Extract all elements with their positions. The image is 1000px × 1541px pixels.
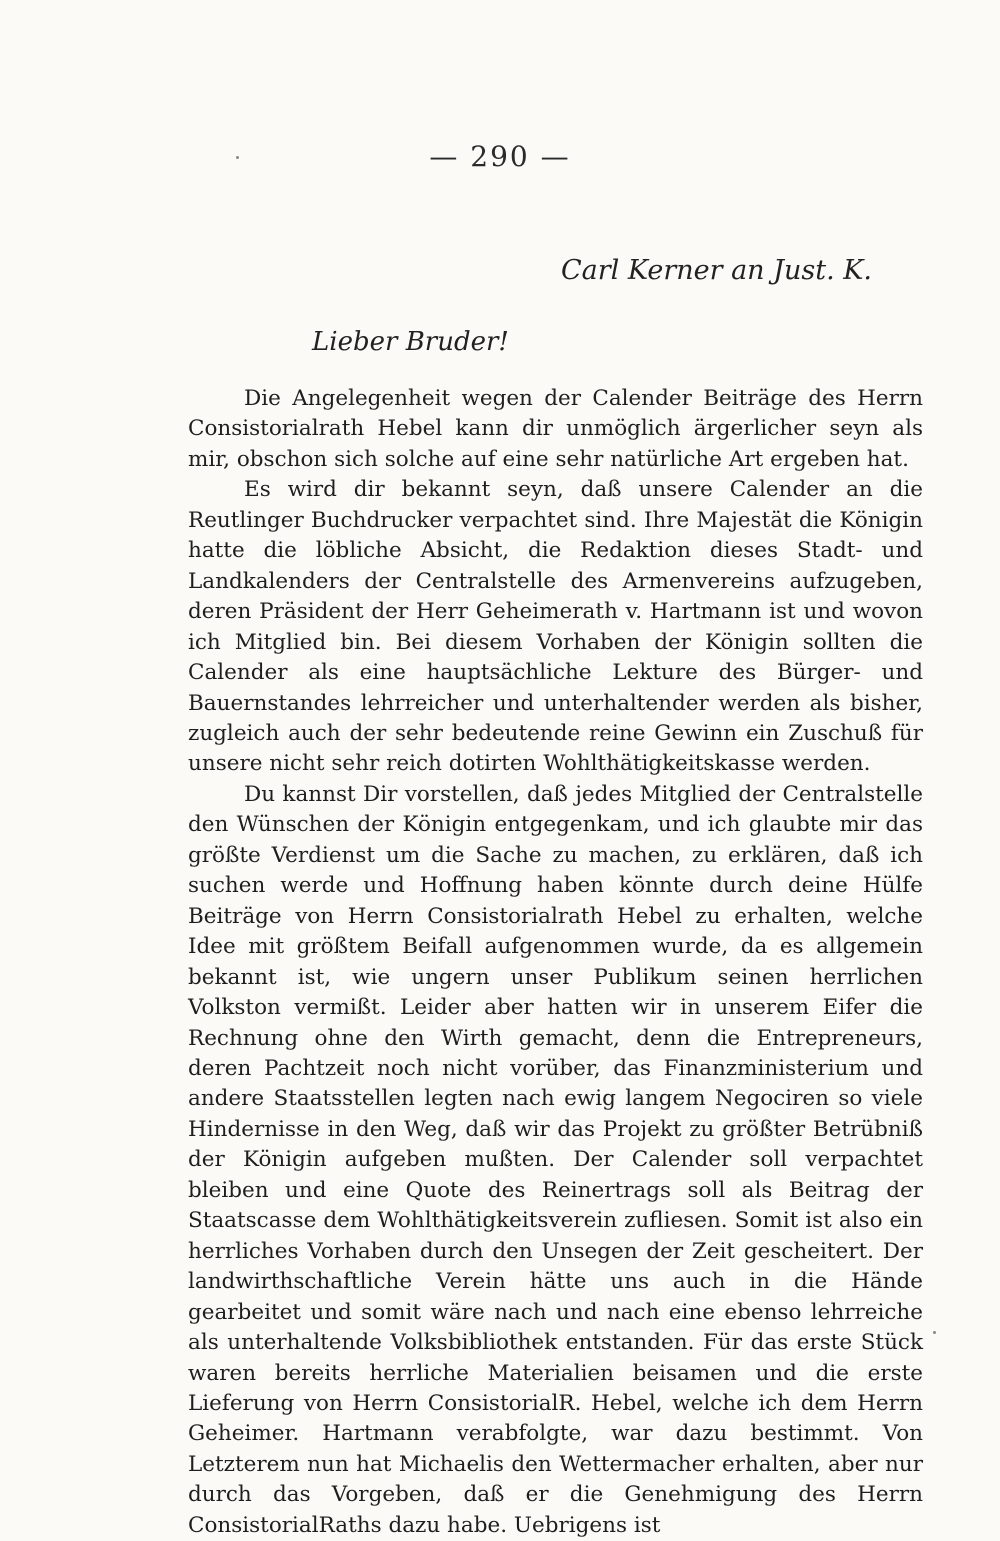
speck-mark bbox=[236, 156, 239, 159]
paragraph: Die Angelegenheit wegen der Calender Beiträge des Herrn Consistorialrath Hebel kann dir unmöglich ärgerlicher seyn als mir, obschon sich solche auf eine sehr natürliche Art ergeben hat. bbox=[188, 386, 923, 472]
paragraph: Du kannst Dir vorstellen, daß jedes Mitglied der Centralstelle den Wünschen der Königin entgegenkam, und ich glaubte mir das größte Verdienst um die Sache zu machen, zu erklären, daß ich suchen werde und Hoffnung haben könnte durch deine Hülfe Beiträge von Herrn Consistorialrath Hebel zu erhalten, welche Idee mit größtem Beifall aufgenommen wurde, da es allgemein bekannt ist, wie ungern unser Publikum seinen herrlichen Volkston vermißt. Leider aber hatten wir in unserem Eifer die Rechnung ohne den Wirth gemacht, denn die Entrepreneurs, deren Pachtzeit noch nicht vorüber, das Finanzministerium und andere Staatsstellen legten nach ewig langem Negociren so viele Hindernisse in den Weg, daß wir das Projekt zu größter Betrübniß der Königin aufgeben mußten. Der Calender soll verpachtet bleiben und eine Quote des Reinertrags soll als Beitrag der Staatscasse dem Wohlthätigkeitsverein zufliesen. Somit ist also ein herrliches Vorhaben durch den Unsegen der Zeit gescheitert. Der landwirthschaftliche Verein hätte uns auch in die Hände gearbeitet und somit wäre nach und nach eine ebenso lehrreiche als unterhaltende Volksbibliothek entstanden. Für das erste Stück waren bereits herrliche Materialien beisamen und die erste Lieferung von Herrn ConsistorialR. Hebel, welche ich dem Herrn Geheimer. Hartmann verabfolgte, war dazu bestimmt. Von Letzterem nun hat Michaelis den Wettermacher erhalten, aber nur durch das Vorgeben, daß er die Genehmigung des Herrn ConsistorialRaths dazu habe. Uebrigens ist bbox=[188, 781, 923, 1538]
salutation: Lieber Bruder! bbox=[312, 327, 509, 357]
speck-mark bbox=[933, 1331, 936, 1334]
page-number: — 290 — bbox=[429, 140, 571, 173]
paragraph: Es wird dir bekannt seyn, daß unsere Calender an die Reutlinger Buchdrucker verpachtet sind. Ihre Majestät die Königin hatte die löbliche Absicht, die Redaktion dieses Stadt- und Landkalenders der Centralstelle des Armenvereins aufzugeben, deren Präsident der Herr Geheimerath v. Hartmann ist und wovon ich Mitglied bin. Bei diesem Vorhaben der Königin sollten die Calender als eine hauptsächliche Lekture des Bürger- und Bauernstandes lehrreicher und unterhaltender werden als bisher, zugleich auch der sehr bedeutende reine Gewinn ein Zuschuß für unsere nicht sehr reich dotirten Wohlthätigkeitskasse werden. bbox=[188, 477, 923, 777]
letter-heading: Carl Kerner an Just. K. bbox=[561, 255, 872, 286]
letter-body bbox=[188, 384, 923, 1541]
